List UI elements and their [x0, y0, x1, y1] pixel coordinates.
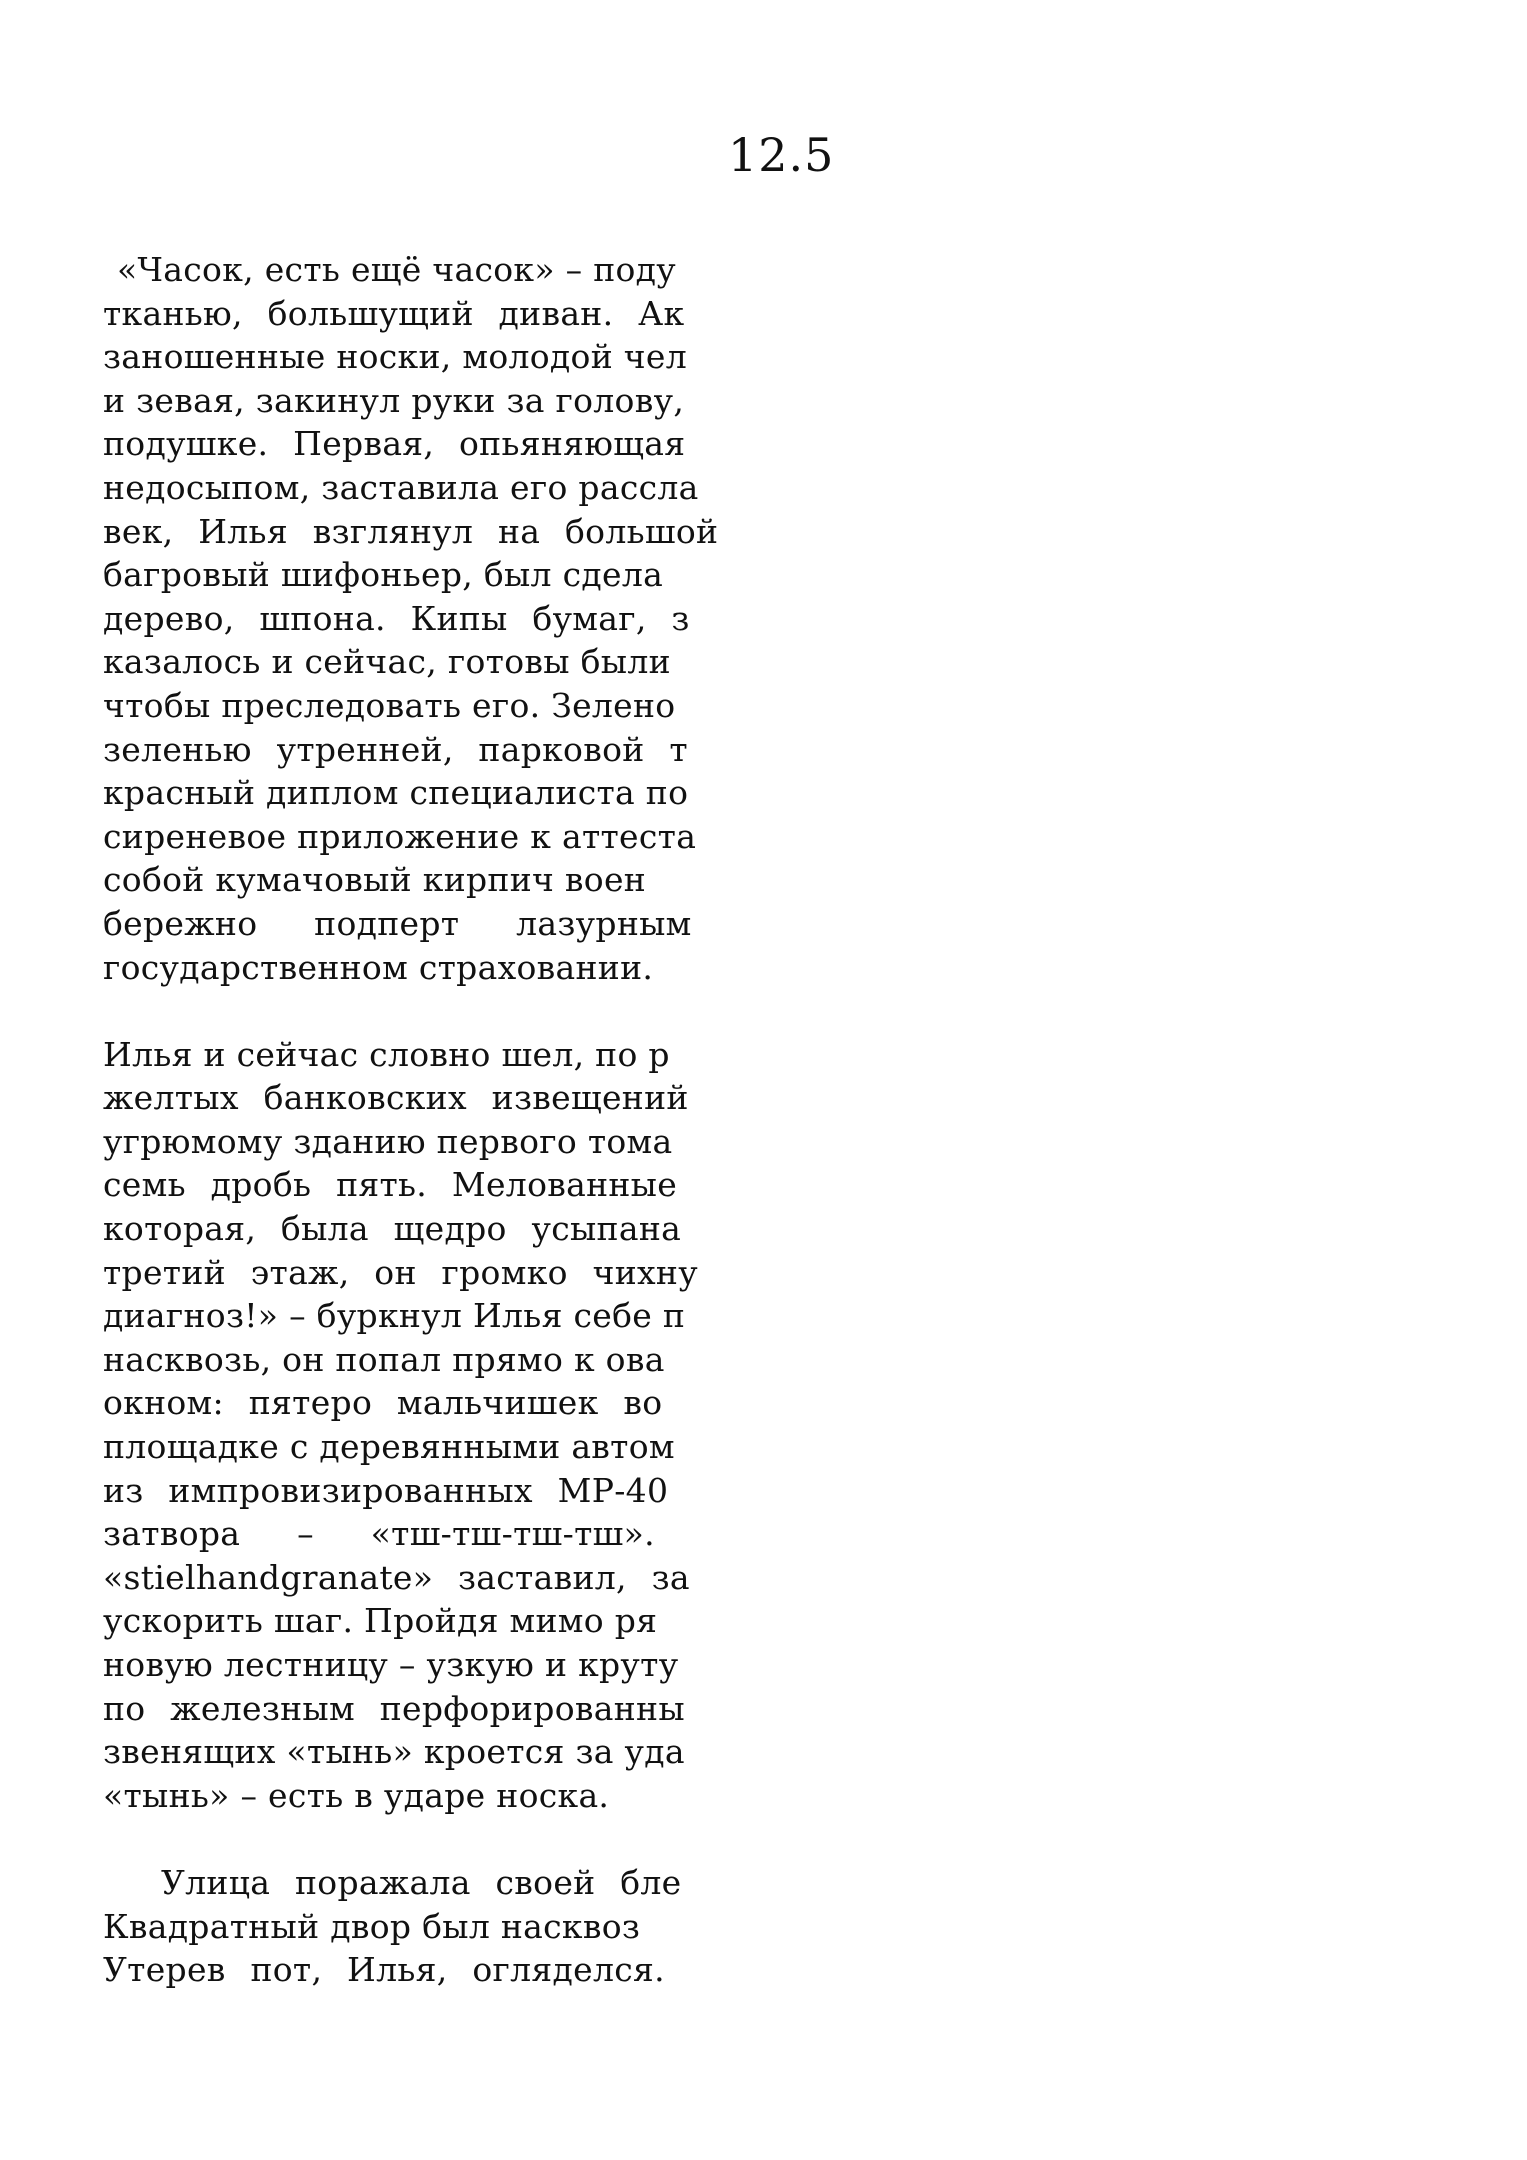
text-line: которая, была щедро усыпана [103, 1209, 682, 1249]
text-line: диагноз!» – буркнул Илья себе п [103, 1296, 686, 1336]
paragraph-1 [103, 248, 726, 989]
paragraph-3 [103, 1861, 726, 1992]
text-line: дерево, шпона. Кипы бумаг, з [103, 598, 690, 638]
text-line: подушке. Первая, опьяняющая [103, 424, 686, 464]
text-line: желтых банковских извещений [103, 1078, 689, 1118]
text-line: багровый шифоньер, был сдела [103, 555, 664, 595]
text-line: зеленью утренней, парковой т [103, 729, 688, 769]
text-line: тканью, большущий диван. Ак [103, 293, 685, 333]
paragraph-gap [103, 1817, 726, 1861]
text-line: новую лестницу – узкую и круту [103, 1645, 679, 1684]
text-line: заношенные носки, молодой чел [103, 337, 688, 377]
text-column [103, 248, 726, 2008]
text-line: затвора – «тш-тш-тш-тш». [103, 1514, 655, 1554]
text-line: и зевая, закинул руки за голову, [103, 380, 685, 420]
text-line: семь дробь пять. Мелованные [103, 1165, 678, 1205]
text-line: из импровизированных МР-40 [103, 1470, 669, 1510]
text-line: чтобы преследовать его. Зелено [103, 685, 676, 725]
text-line: казалось и сейчас, готовы были [103, 642, 671, 682]
text-line: площадке с деревянными автом [103, 1427, 675, 1467]
text-line: окном: пятеро мальчишек во [103, 1383, 663, 1423]
text-line: насквозь, он попал прямо к ова [103, 1339, 665, 1379]
text-line: третий этаж, он громко чихну [103, 1252, 698, 1292]
paragraph-gap [103, 989, 726, 1033]
text-line: ускорить шаг. Пройдя мимо ря [103, 1601, 658, 1641]
text-line: сиреневое приложение к аттеста [103, 816, 697, 856]
text-line: звенящих «тынь» кроется за уда [103, 1732, 685, 1772]
text-line: век, Илья взглянул на большой [103, 511, 719, 551]
text-line: «тынь» – есть в ударе носка. [103, 1775, 610, 1815]
text-line: «stielhandgranate» заставил, за [103, 1557, 690, 1597]
text-line: угрюмому зданию первого тома [103, 1121, 673, 1161]
text-line: собой кумачовый кирпич воен [103, 860, 647, 900]
text-line: Квадратный двор был насквоз [103, 1906, 641, 1946]
text-line: бережно подперт лазурным [103, 903, 692, 943]
text-line: красный диплом специалиста по [103, 773, 689, 813]
text-line: государственном страховании. [103, 947, 654, 987]
text-line: Илья и сейчас словно шел, по р [103, 1034, 670, 1074]
paragraph-2 [103, 1033, 726, 1818]
chapter-number: 12.5 [728, 128, 835, 182]
text-line: Утерев пот, Илья, огляделся. [103, 1950, 665, 1990]
text-line: по железным перфорированны [103, 1688, 685, 1728]
text-line: Улица поражала своей бле [161, 1862, 682, 1902]
text-line: «Часок, есть ещё часок» – поду [117, 250, 677, 289]
text-line: недосыпом, заставила его рассла [103, 467, 699, 507]
